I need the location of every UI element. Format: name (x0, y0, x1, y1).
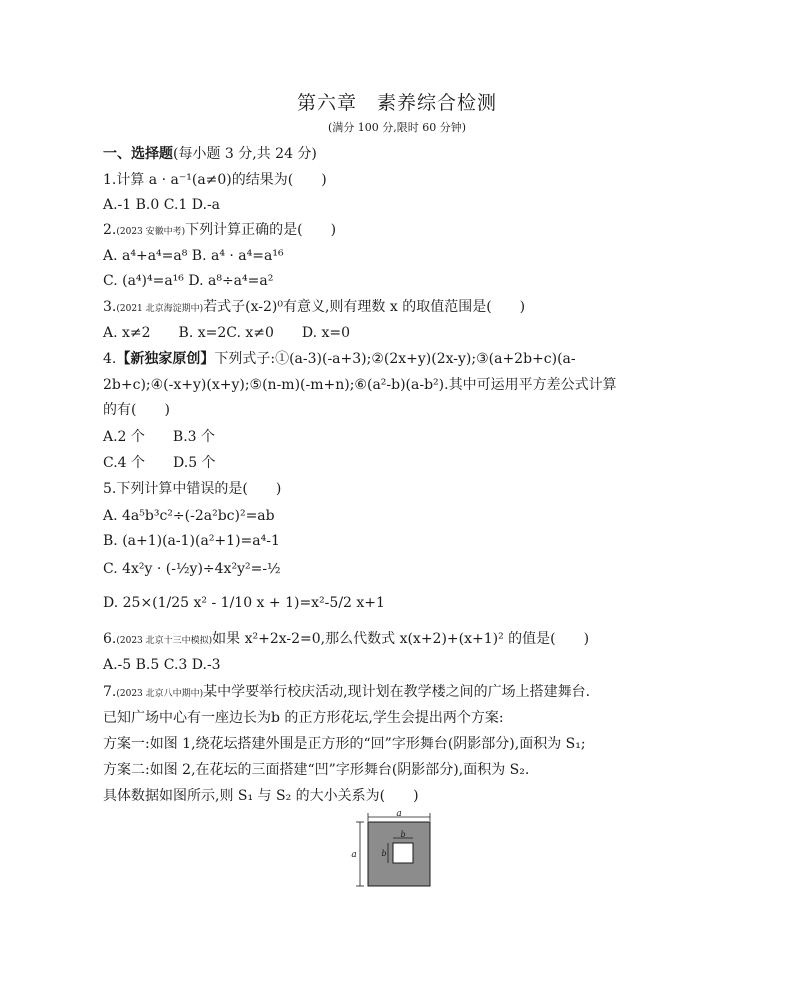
q6-number: 6. (103, 631, 117, 647)
inner-square-flower-bed (393, 843, 413, 863)
q2-number: 2. (103, 222, 117, 238)
q7-number: 7. (103, 684, 117, 700)
page-title: 第六章 素养综合检测 (296, 92, 497, 114)
q7-source: (2023 北京八中期中) (116, 689, 204, 699)
q4-options-cd: C.4 个 D.5 个 (103, 455, 216, 471)
q5-option-b: B. (a+1)(a-1)(a²+1)=a⁴-1 (103, 533, 280, 549)
section-title: 一、选择题 (103, 146, 173, 162)
q6-source: (2023 北京十三中模拟) (116, 636, 213, 646)
q5-option-c: C. 4x²y · (-½y)÷4x²y²=-½ (103, 561, 281, 577)
section-note: (每小题 3 分,共 24 分) (173, 146, 317, 162)
q4-line1 (103, 350, 576, 368)
q7-line3: 方案一:如图 1,绕花坛搭建外围是正方形的“回”字形舞台(阴影部分),面积为 S₁; (103, 736, 586, 752)
q7-text1: 某中学要举行校庆活动,现计划在教学楼之间的广场上搭建舞台. (203, 684, 591, 700)
q4-number: 4. (103, 351, 117, 367)
q1-options: A.-1 B.0 C.1 D.-a (103, 197, 221, 213)
q4-line2: 2b+c);④(-x+y)(x+y);⑤(n-m)(-m+n);⑥(a²-b)(a-b²).其中可运用平方差公式计算 (103, 377, 617, 393)
label-top-a: a (396, 810, 402, 819)
q2-source: (2023 安徽中考) (116, 227, 186, 237)
q7-line2: 已知广场中心有一座边长为b 的正方形花坛,学生会提出两个方案: (103, 710, 504, 726)
page-subtitle: (满分 100 分,限时 60 分钟) (327, 121, 467, 134)
q4-options-ab: A.2 个 B.3 个 (103, 429, 216, 445)
q3-stem-line (103, 298, 525, 318)
q6-options: A.-5 B.5 C.3 D.-3 (103, 657, 221, 673)
label-left-a: a (351, 850, 357, 860)
q7-line4: 方案二:如图 2,在花坛的三面搭建“凹”字形舞台(阴影部分),面积为 S₂. (103, 762, 530, 778)
q7-line1 (103, 683, 590, 703)
q2-stem-line (103, 221, 336, 241)
label-inner-top-b: b (400, 830, 406, 839)
q6-stem-line (103, 630, 589, 650)
label-inner-left-b: b (381, 849, 387, 858)
figure-1-diagram (350, 810, 450, 892)
q2-options-ab: A. a⁴+a⁴=a⁸ B. a⁴ · a⁴=a¹⁶ (103, 248, 284, 264)
q5-stem: 5.下列计算中错误的是( ) (103, 481, 282, 497)
q4-line3: 的有( ) (103, 402, 170, 418)
q3-source: (2021 北京海淀期中) (116, 304, 204, 314)
q5-option-a: A. 4a⁵b³c²÷(-2a²bc)²=ab (103, 508, 275, 524)
q3-options: A. x≠2 B. x=2C. x≠0 D. x=0 (103, 325, 351, 341)
q2-stem: 下列计算正确的是( ) (185, 222, 337, 238)
q3-stem: 若式子(x-2)⁰有意义,则有理数 x 的取值范围是( ) (203, 299, 526, 315)
section-heading (103, 145, 317, 163)
q7-line5: 具体数据如图所示,则 S₁ 与 S₂ 的大小关系为( ) (103, 788, 419, 804)
q6-stem: 如果 x²+2x-2=0,那么代数式 x(x+2)+(x+1)² 的值是( ) (212, 631, 590, 647)
q4-tag: 【新独家原创】 (116, 351, 215, 367)
q1-stem: 1.计算 a · a⁻¹(a≠0)的结果为( ) (103, 172, 327, 188)
q4-text1: 下列式子:①(a-3)(-a+3);②(2x+y)(2x-y);③(a+2b+c)(a- (214, 351, 576, 367)
q2-options-cd: C. (a⁴)⁴=a¹⁶ D. a⁸÷a⁴=a² (103, 273, 274, 289)
q3-number: 3. (103, 299, 117, 315)
q5-option-d: D. 25×(1/25 x² - 1/10 x + 1)=x²-5/2 x+1 (103, 595, 385, 611)
